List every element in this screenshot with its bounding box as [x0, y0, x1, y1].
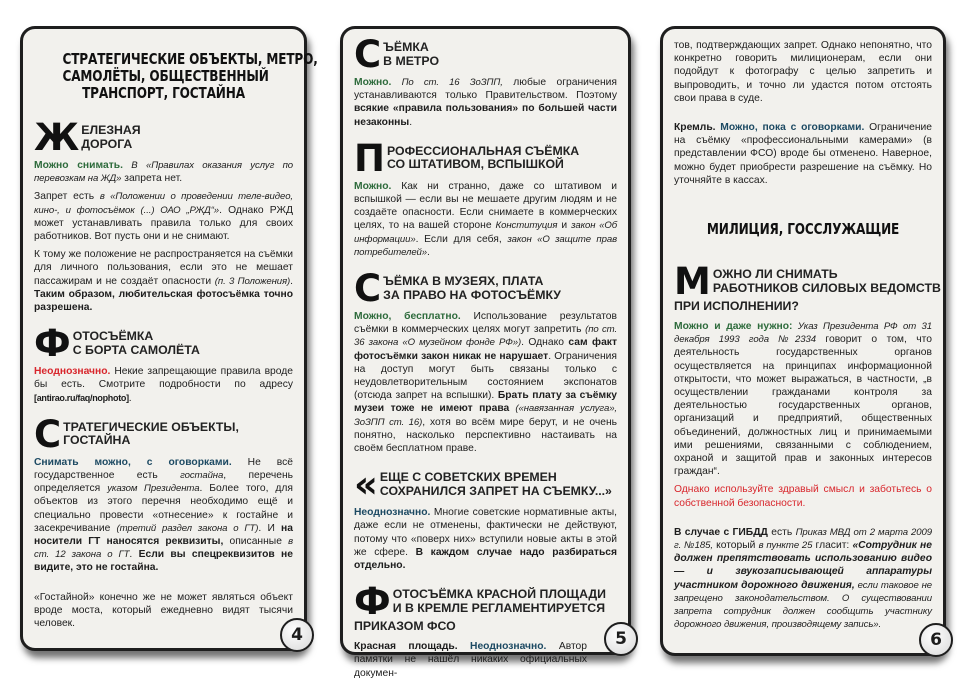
text-run: . [128, 392, 132, 404]
drop-cap: М [674, 260, 711, 304]
drop-cap: П [354, 136, 385, 180]
drop-cap: Ф [354, 580, 391, 624]
text-run: закон «О защите прав потребителей» [354, 233, 617, 258]
paragraph [34, 456, 293, 575]
heading-line: ОТОСЪЁМКА [72, 329, 154, 344]
text-run: , перечень определяется [34, 470, 293, 495]
article-heading [34, 116, 293, 159]
paragraph [354, 506, 617, 572]
paragraph [34, 159, 293, 185]
article-heading [34, 412, 293, 456]
article-heading [354, 463, 617, 507]
text-run: Приказ МВД от 2 марта 2009 г. №185, [674, 526, 932, 552]
heading-lines [63, 421, 239, 448]
text-run: Таким образом, любительская фотосъёмка точно разрешена. [34, 288, 293, 314]
heading-line: ЗА ПРАВО НА ФОТОСЪЁМКУ [383, 287, 561, 302]
text-run: Можно и даже нужно: [674, 321, 793, 333]
text-run: К тому же положение не распространяется на съёмки для личного пользования, если это не мешает пассажирам и не создаёт опасности [34, 249, 293, 287]
text-run: говорит о том, что деятельность государственных органов осуществляется на принципах информационной открытости, что может выражаться, в частности, „в осуществлении гражданами контроля за деятельностью государственных органов, организаций и предприятий, общественных объединений, должностных лиц и принимаемыми ими решениями, связанными с соблюдением, охраной и защитой прав и законных интересов граждан“. [674, 334, 932, 478]
section-title-line: ТРАНСПОРТ, ГОСТАЙНА [82, 84, 245, 102]
text-run: «Гостайной» конечно же не может являться объект вроде моста, который ежедневно видят тысячи человек. [34, 591, 293, 630]
heading-line: ЪЁМКА В МУЗЕЯХ, ПЛАТА [383, 274, 544, 289]
heading-line: ОЖНО ЛИ СНИМАТЬ [712, 267, 838, 282]
text-run: Многие советские нормативные акты, даже если не отменены, фактически не действуют, потому что «поверх них» вступили новые акты в этой же сфере. [354, 507, 617, 558]
text-run: . Более того, для объектов из этого перечня необходимо ещё и специально провести «отнесение» к гостайне и засекречивание [34, 483, 293, 534]
text-run: (п. 3 Положения) [214, 275, 291, 287]
text-run: Как ни странно, даже со штативом и вспышкой — если вы не мешаете другим людям и не создаёте опасности. Если снимаете в коммерческих целях, то на вашей стороне [354, 180, 617, 232]
heading-line: РАБОТНИКОВ СИЛОВЫХ ВЕДОМСТВ [712, 280, 941, 295]
page-content [34, 50, 318, 630]
paragraph [674, 39, 932, 105]
heading-lines [713, 268, 941, 295]
article-heading [34, 322, 293, 366]
text-run: указом Президента [107, 483, 200, 495]
heading-lines [73, 330, 200, 357]
heading-line: СО ШТАТИВОМ, ВСПЫШКОЙ [386, 157, 564, 172]
page-5 [340, 26, 631, 679]
paragraph [34, 248, 293, 314]
article-heading [354, 267, 617, 311]
page-content [354, 33, 618, 680]
text-run: Ограничение на съёмку «профессиональными камерами» (в представлении ФСО) вроде бы отменено. Наверное, можно будет приобрести разрешение на съёмку. Но уточняйте в кассах. [674, 122, 932, 186]
text-run: Неоднозначно. [34, 366, 111, 378]
text-run: , хотя во всём мире берут, и не очень понятно, насколько перспективно настаивать на своём бесплатном праве. [354, 416, 617, 455]
text-run: Не всё государственное есть [34, 456, 294, 482]
text-run: Однако используйте здравый смысл и заботьтесь о собственной безопасности. [674, 484, 932, 509]
text-run: Использование результатов съёмки в коммерческих целях могут запретить [354, 311, 617, 336]
heading-tail: ПРИКАЗОМ ФСО [354, 619, 456, 634]
paragraph [34, 591, 293, 631]
heading-line: РОФЕССИОНАЛЬНАЯ СЪЁМКА [386, 143, 580, 158]
text-run: (по ст. 36 закона «О музейном фонде РФ») [354, 324, 618, 349]
text-run: любые ограничения устанавливаются только Правительством. Поэтому [354, 77, 617, 102]
page-number: 6 [919, 623, 953, 657]
heading-lines [380, 471, 612, 498]
text-run: . [129, 549, 139, 561]
section-title [674, 221, 932, 238]
heading-line: ГОСТАЙНА [63, 433, 131, 448]
heading-line: И В КРЕМЛЕ РЕГЛАМЕНТИРУЕТСЯ [392, 600, 606, 615]
text-run: в пункте 25 [758, 540, 813, 552]
paragraph [674, 526, 932, 632]
drop-cap: С [354, 267, 382, 311]
text-run: Указ Президента РФ от 31 декабря 1993 года №2334 [674, 321, 932, 346]
text-run: . [409, 116, 413, 128]
text-run: Если вы спецреквизитов не видите, это не гостайна. [34, 549, 293, 574]
text-run: Можно. [354, 77, 392, 88]
paragraph [34, 365, 293, 405]
text-run: и [557, 220, 572, 232]
heading-line: ДОРОГА [81, 136, 133, 151]
article-heading [354, 580, 617, 624]
text-run: Можно, бесплатно. [354, 311, 461, 323]
text-run: Кремль. [674, 122, 716, 134]
heading-line: В МЕТРО [383, 53, 440, 68]
text-run: . [290, 275, 293, 287]
text-run: гостайна [180, 470, 224, 482]
text-run: . И [258, 522, 282, 534]
article-heading [674, 260, 941, 304]
paragraph [354, 76, 617, 129]
heading-lines [393, 588, 606, 615]
section-title [34, 50, 318, 102]
text-run: Некие запрещающие правила вроде бы есть. Смотрите подробности по адресу [34, 366, 293, 391]
text-run: («навязанная услуга», ЗоЗПП ст. 16) [354, 403, 617, 428]
paragraph [354, 310, 617, 455]
text-run: Запрет есть [34, 191, 100, 203]
text-run: запрета нет. [121, 173, 183, 185]
text-run: По ст. 16 ЗоЗПП, [391, 77, 503, 88]
text-run: [antirao.ru/faq/nophoto] [34, 392, 129, 403]
text-run: гласит: [812, 540, 853, 552]
text-run: в «Положении о проведении теле-видео, кино-, и фотосъёмок (...) ОАО „РЖД“» [34, 191, 293, 216]
heading-line: ЕЛЕЗНАЯ [81, 123, 141, 137]
paragraph [354, 180, 617, 259]
page-6 [660, 26, 946, 656]
drop-cap: Ф [34, 322, 71, 366]
text-run: который [712, 540, 759, 552]
heading-line: СОХРАНИЛСЯ ЗАПРЕТ НА СЪЕМКУ...» [379, 483, 612, 498]
text-run: В каждом случае надо разбираться отдельно. [354, 546, 618, 572]
text-run: . Если для себя, [415, 233, 508, 245]
text-run: есть [767, 526, 796, 538]
heading-line: ЕЩЕ С СОВЕТСКИХ ВРЕМЕН [379, 470, 557, 485]
section-title-line: САМОЛЁТЫ, ОБЩЕСТВЕННЫЙ [62, 67, 269, 85]
text-run: тов, подтверждающих запрет. Однако непонятно, что конкретно говорить милиционерам, если они подойдут к фотографу с целью запретить и выпроводить, и точно ли удастся потом отстоять свои права в суде. [674, 40, 932, 104]
paragraph [354, 640, 617, 680]
text-run: В «Правилах оказания услуг по перевозкам на ЖД» [34, 160, 294, 185]
paragraph [34, 190, 293, 243]
text-run: Неоднозначно. [354, 507, 431, 519]
text-run: всякие «правила пользования» по большей части незаконны [354, 103, 617, 128]
text-run: Можно снимать. [34, 160, 123, 171]
heading-line: ЪЁМКА [383, 40, 429, 54]
text-run: Автор памятки не нашёл никаких официальных докумен- [354, 641, 587, 679]
page-4 [20, 26, 318, 651]
text-run: В случае с ГИБДД [674, 526, 768, 538]
text-run: закон «Об информации» [354, 220, 618, 245]
section-title-line: МИЛИЦИЯ, ГОССЛУЖАЩИЕ [706, 220, 900, 239]
text-run: Можно, пока с оговорками. [715, 122, 865, 134]
heading-lines [383, 41, 439, 68]
text-run: Красная площадь. [354, 641, 458, 653]
text-run: . [427, 246, 430, 258]
page-number: 5 [604, 622, 638, 656]
heading-line: ТРАТЕГИЧЕСКИЕ ОБЪЕКТЫ, [63, 419, 239, 434]
text-run: описанные [223, 536, 289, 548]
drop-cap: « [354, 463, 378, 507]
heading-line: ОТОСЪЁМКА КРАСНОЙ ПЛОЩАДИ [392, 587, 607, 602]
heading-line: С БОРТА САМОЛЁТА [72, 342, 200, 357]
heading-lines [383, 275, 561, 302]
paragraph [674, 121, 932, 187]
text-run: . Однако РЖД может устанавливать правила только для своих работников. Вот пусть они и не снимают. [34, 204, 294, 243]
drop-cap: С [354, 33, 382, 76]
paragraph [674, 320, 932, 478]
text-run: Можно. [354, 180, 392, 192]
drop-cap: С [34, 412, 62, 456]
paragraph [674, 483, 932, 509]
text-run: . Ограничения на доступ могут быть связаны только с неудовлетворительным состоянием экспонатов (отсюда запрет на вспышки). [354, 350, 617, 402]
heading-lines [81, 124, 140, 151]
drop-cap: Ж [34, 116, 80, 159]
heading-lines [387, 145, 579, 172]
text-run: Брать плату за съёмку музеи тоже не имеют права [354, 390, 617, 415]
section-title-line: СТРАТЕГИЧЕСКИЕ ОБЪЕКТЫ, МЕТРО, [62, 50, 318, 68]
text-run: . Однако [521, 337, 569, 349]
article-heading [354, 136, 617, 180]
text-run: Снимать можно, с оговорками. [34, 456, 232, 468]
text-run: (третий раздел закона о ГТ) [116, 522, 259, 534]
page-number: 4 [280, 618, 314, 652]
text-run: сам факт фотосъёмки закон никак не нарушает [354, 337, 617, 362]
page-content [674, 39, 941, 632]
article-heading [354, 33, 617, 76]
text-run: в ст. 12 закона о ГТ [34, 536, 294, 561]
heading-tail: ПРИ ИСПОЛНЕНИИ? [674, 299, 799, 314]
text-run: «Сотрудник не должен препятствовать использованию видео — и звукозаписывающей аппаратуры участником дорожного движения, [674, 540, 933, 591]
text-run: если таковое не запрещено законодательством. О существовании запрета сотрудник должен сообщить участнику дорожного движения, производящему запись». [674, 579, 932, 631]
text-run: Неоднозначно. [457, 641, 547, 653]
text-run: на носители ГТ наносятся реквизиты, [34, 522, 293, 548]
text-run: Конституция [495, 220, 558, 232]
